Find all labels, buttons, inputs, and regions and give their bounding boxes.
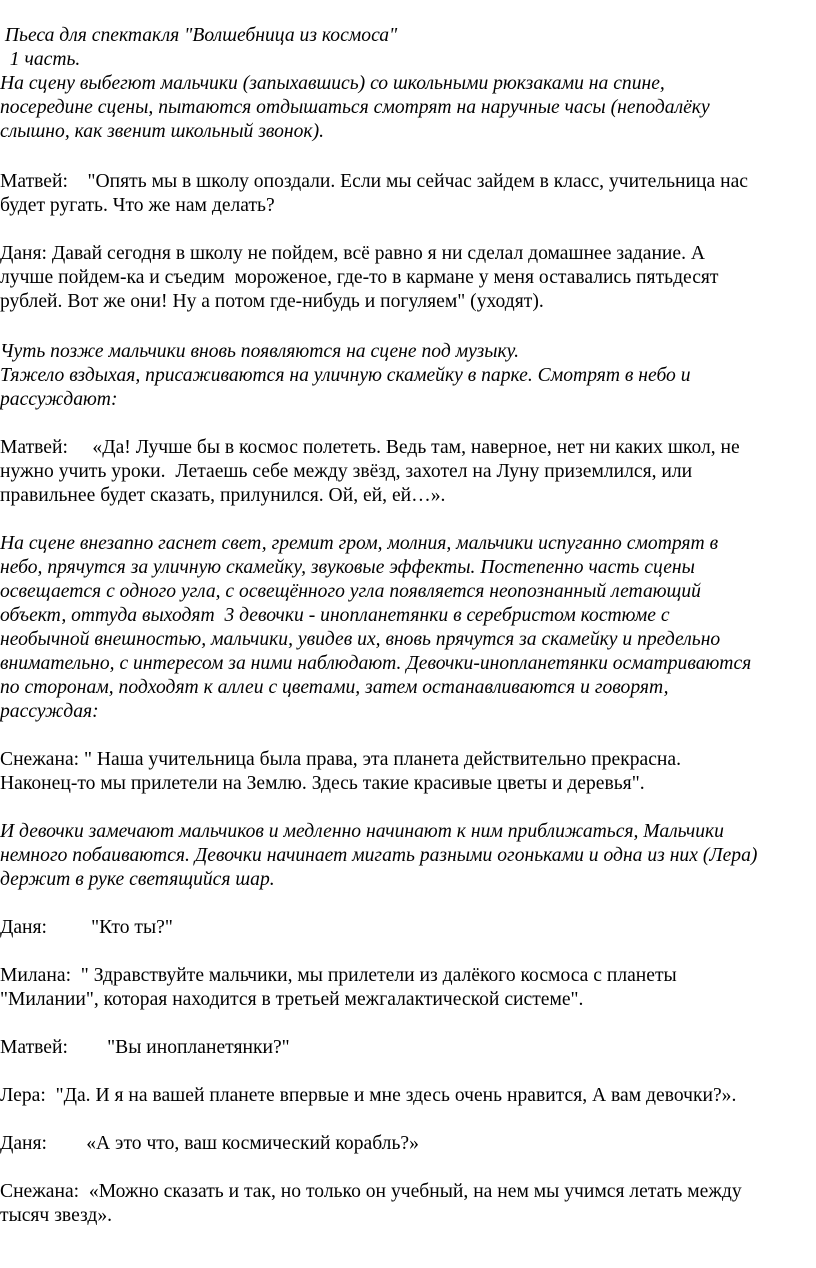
text-line: держит в руке светящийся шар. xyxy=(0,869,275,890)
text-line: На сцене внезапно гаснет свет, гремит гром, молния, мальчики испуганно смотрят в xyxy=(0,533,719,554)
text-line: Даня: «А это что, ваш космический корабль?» xyxy=(0,1133,419,1154)
text-line: "Милании", которая находится в третьей межгалактической системе". xyxy=(0,989,584,1010)
text-line: слышно, как звенит школьный звонок). xyxy=(0,121,325,142)
text-line: Даня: "Кто ты?" xyxy=(0,917,173,938)
text-line: будет ругать. Что же нам делать? xyxy=(0,195,275,216)
text-line: И девочки замечают мальчиков и медленно начинают к ним приближаться, Мальчики xyxy=(0,821,724,842)
text-line: Чуть позже мальчики вновь появляются на сцене под музыку. xyxy=(0,341,520,362)
text-line: Тяжело вздыхая, присаживаются на уличную скамейку в парке. Смотрят в небо и xyxy=(0,365,691,386)
text-line: по сторонам, подходят к аллеи с цветами, затем останавливаются и говорят, xyxy=(0,677,669,698)
text-line: объект, оттуда выходят 3 девочки - инопланетянки в серебристом костюме с xyxy=(0,605,670,626)
text-line: Матвей: "Опять мы в школу опоздали. Если мы сейчас зайдем в класс, учительница нас xyxy=(0,171,748,192)
text-line: небо, прячутся за уличную скамейку, звуковые эффекты. Постепенно часть сцены xyxy=(0,557,695,578)
text-line: Лера: "Да. И я на вашей планете впервые и мне здесь очень нравится, А вам девочки?». xyxy=(0,1085,737,1106)
text-line: рублей. Вот же они! Ну а потом где-нибудь и погуляем" (уходят). xyxy=(0,291,544,312)
text-line: тысяч звезд». xyxy=(0,1205,113,1226)
text-line: Милана: " Здравствуйте мальчики, мы прилетели из далёкого космоса с планеты xyxy=(0,965,677,986)
text-line: внимательно, с интересом за ними наблюдают. Девочки-инопланетянки осматриваются xyxy=(0,653,752,674)
text-line: посередине сцены, пытаются отдышаться смотрят на наручные часы (неподалёку xyxy=(0,97,710,118)
part-heading: 1 часть. xyxy=(0,49,81,70)
text-line: правильнее будет сказать, прилунился. Ой, ей, ей…». xyxy=(0,485,446,506)
text-line: Наконец-то мы прилетели на Землю. Здесь такие красивые цветы и деревья". xyxy=(0,773,645,794)
text-line: освещается с одного угла, с освещённого угла появляется неопознанный летающий xyxy=(0,581,701,602)
text-line: необычной внешностью, мальчики, увидев их, вновь прячутся за скамейку и предельно xyxy=(0,629,721,650)
text-line: рассуждая: xyxy=(0,701,99,722)
text-line: немного побаиваются. Девочки начинает мигать разными огоньками и одна из них (Лера) xyxy=(0,845,758,866)
text-line: На сцену выбегют мальчики (запыхавшись) со школьными рюкзаками на спине, xyxy=(0,73,665,94)
text-line: Снежана: «Можно сказать и так, но только он учебный, на нем мы учимся летать между xyxy=(0,1181,742,1202)
text-line: Снежана: " Наша учительница была права, эта планета действительно прекрасна. xyxy=(0,749,681,770)
play-title: Пьеса для спектакля "Волшебница из космоса" xyxy=(0,25,398,46)
text-line: Матвей: "Вы инопланетянки?" xyxy=(0,1037,290,1058)
text-line: Даня: Давай сегодня в школу не пойдем, всё равно я ни сделал домашнее задание. А xyxy=(0,243,706,264)
text-line: нужно учить уроки. Летаешь себе между звёзд, захотел на Луну приземлился, или xyxy=(0,461,693,482)
text-line: Матвей: «Да! Лучше бы в космос полететь. Ведь там, наверное, нет ни каких школ, не xyxy=(0,437,740,458)
text-line: рассуждают: xyxy=(0,389,118,410)
text-line: лучше пойдем-ка и съедим мороженое, где-то в кармане у меня оставались пятьдесят xyxy=(0,267,719,288)
